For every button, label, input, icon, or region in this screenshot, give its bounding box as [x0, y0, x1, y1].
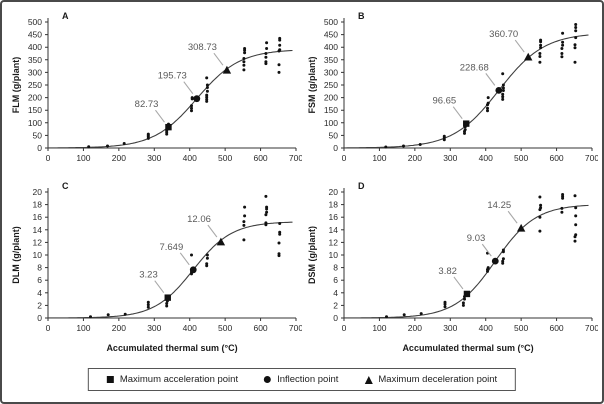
data-point: [464, 128, 467, 131]
fit-curve: [344, 205, 589, 318]
key-point-value-label: 228.68: [459, 62, 489, 74]
x-tick-label: 400: [478, 323, 493, 333]
data-point: [278, 37, 281, 40]
y-tick-label: 300: [323, 67, 338, 78]
y-tick-label: 20: [328, 187, 338, 197]
x-tick-label: 300: [443, 153, 458, 163]
data-point: [487, 102, 490, 105]
y-tick-label: 300: [27, 67, 42, 78]
data-point: [560, 207, 563, 210]
data-point: [538, 196, 541, 199]
x-tick-label: 600: [549, 323, 564, 333]
triangle-key-point: [217, 238, 225, 246]
data-point: [560, 52, 563, 55]
y-tick-label: 18: [32, 199, 42, 210]
y-tick-label: 150: [27, 105, 42, 116]
data-point: [403, 313, 406, 316]
panel-a-flm: [10, 8, 302, 178]
y-tick-label: 400: [323, 42, 338, 53]
x-tick-label: 200: [407, 323, 422, 333]
circle-key-point: [495, 87, 502, 94]
data-point: [574, 206, 577, 209]
y-tick-label: 10: [32, 250, 42, 260]
data-point: [574, 233, 577, 236]
y-tick-label: 500: [323, 17, 338, 27]
x-tick-label: 0: [45, 323, 51, 333]
annotation-leader-line: [508, 211, 517, 223]
data-point: [402, 145, 405, 148]
annotation-leader-line: [155, 281, 164, 293]
data-point: [538, 52, 541, 55]
y-tick-label: 200: [27, 92, 42, 103]
x-tick-label: 100: [372, 323, 387, 333]
y-tick-label: 400: [27, 42, 42, 53]
data-point: [502, 87, 505, 90]
data-point: [560, 211, 563, 214]
data-point: [190, 104, 193, 107]
x-tick-label: 400: [182, 153, 197, 163]
y-tick-label: 150: [323, 105, 338, 116]
scatter-points: [384, 23, 577, 149]
y-tick-label: 450: [323, 29, 338, 40]
square-marker-icon: [107, 376, 114, 383]
x-tick-label: 400: [478, 153, 493, 163]
key-point-value-label: 195.73: [157, 70, 187, 82]
x-tick-label: 500: [218, 323, 233, 333]
data-point: [264, 221, 267, 224]
y-tick-label: 6: [37, 275, 42, 286]
data-point: [561, 44, 564, 47]
data-point: [574, 61, 577, 64]
y-tick-label: 2: [37, 300, 42, 311]
y-tick-label: 450: [27, 29, 42, 40]
data-point: [539, 206, 542, 209]
data-point: [278, 222, 281, 225]
data-point: [574, 194, 577, 197]
data-point: [574, 26, 577, 29]
key-point-value-label: 360.70: [489, 29, 519, 41]
x-tick-label: 700: [288, 153, 302, 163]
y-tick-label: 4: [333, 287, 338, 298]
y-tick-label: 250: [323, 80, 338, 90]
data-point: [501, 98, 504, 101]
x-tick-label: 400: [182, 323, 197, 333]
data-point: [242, 57, 245, 60]
y-tick-label: 0: [333, 143, 338, 153]
y-tick-label: 50: [32, 130, 42, 141]
data-point: [561, 193, 564, 196]
tick-labels: [324, 17, 598, 163]
x-tick-label: 500: [514, 153, 529, 163]
triangle-key-point: [524, 53, 532, 61]
x-tick-label: 300: [443, 323, 458, 333]
square-key-point: [464, 291, 470, 297]
data-point: [278, 252, 281, 255]
y-tick-label: 4: [37, 287, 42, 298]
data-point: [462, 301, 465, 304]
annotation-leader-line: [214, 53, 223, 65]
key-point-value-label: 3.23: [139, 269, 158, 281]
data-point: [443, 135, 446, 138]
x-tick-label: 300: [147, 323, 162, 333]
data-point: [242, 224, 245, 227]
y-tick-label: 0: [37, 313, 42, 323]
data-point: [206, 257, 209, 260]
y-tick-label: 200: [323, 92, 338, 103]
data-point: [560, 47, 563, 50]
data-point: [539, 39, 542, 42]
data-point: [206, 90, 209, 93]
y-tick-label: 0: [333, 313, 338, 323]
data-point: [278, 242, 281, 245]
x-tick-label: 500: [514, 323, 529, 333]
data-point: [574, 223, 577, 226]
data-point: [539, 204, 542, 207]
y-tick-label: 2: [333, 300, 338, 311]
data-point: [574, 46, 577, 49]
data-point: [574, 240, 577, 243]
data-point: [243, 214, 246, 217]
data-point: [278, 71, 281, 74]
y-tick-label: 16: [32, 212, 42, 223]
circle-key-point: [193, 95, 200, 102]
square-key-point: [463, 120, 469, 126]
y-axis-label: DLM (g/plant): [11, 226, 21, 284]
panel-d-dsm: [306, 178, 598, 364]
circle-key-point: [492, 258, 499, 265]
y-tick-label: 100: [323, 117, 338, 128]
legend-item-inflection: [264, 374, 338, 385]
panel-C-chart: [10, 178, 302, 364]
fit-curve: [48, 222, 293, 318]
fit-curve: [48, 51, 293, 148]
data-point: [124, 313, 127, 316]
panel-letter: B: [358, 11, 365, 21]
y-tick-label: 16: [328, 212, 338, 223]
y-tick-label: 50: [328, 130, 338, 141]
y-tick-label: 14: [328, 224, 338, 235]
legend-item-max-acceleration: [107, 374, 238, 385]
panel-D-chart: [306, 178, 598, 364]
x-tick-label: 500: [218, 153, 233, 163]
data-point: [574, 23, 577, 26]
data-point: [206, 84, 209, 87]
data-point: [501, 93, 504, 96]
data-point: [561, 41, 564, 44]
data-point: [487, 96, 490, 99]
panel-b-fsm: [306, 8, 598, 178]
tick-labels: [33, 187, 302, 333]
data-point: [502, 249, 505, 252]
data-point: [147, 301, 150, 304]
annotation-leader-line: [454, 277, 463, 289]
axes: [48, 188, 296, 318]
data-point: [191, 96, 194, 99]
x-tick-label: 700: [584, 323, 598, 333]
annotation-leader-line: [208, 225, 217, 237]
panel-c-dlm: [10, 178, 302, 364]
panel-A-chart: [10, 8, 302, 178]
circle-marker-icon: [264, 376, 271, 383]
data-point: [205, 262, 208, 265]
x-tick-label: 100: [76, 323, 91, 333]
x-tick-label: 700: [288, 323, 302, 333]
panel-B-chart: [306, 8, 598, 178]
data-point: [242, 68, 245, 71]
legend: [88, 368, 516, 391]
annotation-leader-line: [515, 40, 524, 52]
data-point: [123, 142, 126, 145]
key-point-value-label: 7.649: [159, 241, 184, 253]
y-axis-label: DSM (g/plant): [307, 226, 317, 284]
annotation-leader-line: [155, 110, 164, 122]
data-point: [420, 312, 423, 315]
data-point: [560, 55, 563, 58]
data-point: [487, 266, 490, 269]
scatter-points: [89, 195, 281, 318]
triangle-marker-icon: [364, 376, 372, 384]
square-key-point: [165, 294, 171, 300]
y-tick-label: 20: [32, 187, 42, 197]
x-tick-label: 0: [341, 153, 347, 163]
annotation-leader-line: [184, 82, 193, 94]
data-point: [242, 220, 245, 223]
data-point: [205, 76, 208, 79]
y-tick-label: 500: [27, 17, 42, 27]
tick-labels: [28, 17, 302, 163]
data-point: [278, 231, 281, 234]
annotation-leader-line: [453, 107, 462, 119]
x-tick-label: 100: [76, 153, 91, 163]
data-point: [384, 146, 387, 149]
key-point-value-label: 14.25: [487, 200, 512, 212]
x-tick-label: 0: [341, 323, 347, 333]
y-tick-label: 18: [328, 199, 338, 210]
annotation-leader-line: [180, 253, 189, 265]
data-point: [87, 145, 90, 148]
y-tick-label: 100: [27, 117, 42, 128]
y-tick-label: 8: [37, 262, 42, 273]
data-point: [561, 32, 564, 35]
data-point: [147, 133, 150, 136]
x-tick-label: 200: [111, 153, 126, 163]
data-point: [106, 145, 109, 148]
data-point: [538, 216, 541, 219]
legend-item-max-deceleration: [364, 374, 497, 385]
data-point: [538, 61, 541, 64]
y-tick-label: 14: [32, 224, 42, 235]
data-point: [242, 238, 245, 241]
data-point: [205, 94, 208, 97]
data-point: [444, 301, 447, 304]
data-point: [502, 84, 505, 87]
data-point: [502, 257, 505, 260]
y-tick-label: 0: [37, 143, 42, 153]
x-tick-label: 200: [111, 323, 126, 333]
key-point-value-label: 9.03: [466, 233, 486, 245]
x-tick-label: 700: [584, 153, 598, 163]
axes: [344, 188, 592, 318]
data-point: [486, 107, 489, 110]
y-tick-label: 12: [32, 237, 42, 248]
y-tick-label: 350: [27, 54, 42, 65]
key-point-value-label: 3.82: [438, 265, 457, 277]
data-point: [265, 41, 268, 44]
legend-label: Inflection point: [277, 374, 339, 385]
x-axis-label: Accumulated thermal sum (°C): [106, 343, 238, 353]
data-point: [419, 143, 422, 146]
triangle-key-point: [517, 224, 525, 232]
data-point: [278, 63, 281, 66]
square-key-point: [165, 124, 171, 130]
legend-label: Maximum deceleration point: [378, 374, 498, 385]
y-tick-label: 10: [328, 250, 338, 260]
data-point: [89, 315, 92, 318]
annotation-leader-line: [486, 73, 495, 85]
data-point: [538, 55, 541, 58]
key-point-value-label: 12.06: [187, 214, 211, 226]
y-axis-label: FSM (g/plant): [307, 56, 317, 114]
axes: [344, 18, 592, 148]
data-point: [539, 44, 542, 47]
data-point: [265, 47, 268, 50]
legend-label: Maximum acceleration point: [119, 374, 239, 385]
key-point-value-label: 82.73: [134, 99, 159, 111]
data-point: [264, 60, 267, 63]
data-point: [265, 211, 268, 214]
fit-curve: [344, 35, 589, 148]
x-tick-label: 100: [372, 153, 387, 163]
data-point: [444, 305, 447, 308]
y-tick-label: 250: [27, 80, 42, 90]
data-point: [242, 60, 245, 63]
data-point: [501, 72, 504, 75]
y-tick-label: 8: [333, 262, 338, 273]
scatter-points: [87, 37, 281, 148]
panel-letter: D: [358, 181, 365, 191]
data-point: [243, 206, 246, 209]
data-point: [264, 195, 267, 198]
data-point: [385, 315, 388, 318]
x-tick-label: 0: [45, 153, 51, 163]
panel-letter: A: [62, 11, 69, 21]
x-tick-label: 200: [407, 153, 422, 163]
data-point: [574, 214, 577, 217]
data-point: [574, 36, 577, 39]
data-point: [574, 43, 577, 46]
data-point: [107, 313, 110, 316]
data-point: [264, 56, 267, 59]
data-point: [264, 52, 267, 55]
data-point: [538, 230, 541, 233]
data-point: [190, 254, 193, 257]
axes: [48, 18, 296, 148]
y-tick-label: 12: [328, 237, 338, 248]
key-point-value-label: 96.65: [432, 95, 457, 107]
x-tick-label: 300: [147, 153, 162, 163]
panel-letter: C: [62, 181, 69, 191]
data-point: [242, 64, 245, 67]
x-tick-label: 600: [253, 323, 268, 333]
x-tick-label: 600: [549, 153, 564, 163]
y-tick-label: 6: [333, 275, 338, 286]
x-tick-label: 600: [253, 153, 268, 163]
y-tick-label: 350: [323, 54, 338, 65]
data-point: [278, 48, 281, 51]
data-point: [206, 254, 209, 257]
data-point: [265, 206, 268, 209]
y-axis-label: FLM (g/plant): [11, 56, 21, 114]
key-point-value-label: 308.73: [187, 42, 217, 54]
x-axis-label: Accumulated thermal sum (°C): [402, 343, 534, 353]
data-point: [278, 44, 281, 47]
data-point: [243, 47, 246, 50]
data-point: [574, 29, 577, 32]
circle-key-point: [190, 266, 197, 273]
